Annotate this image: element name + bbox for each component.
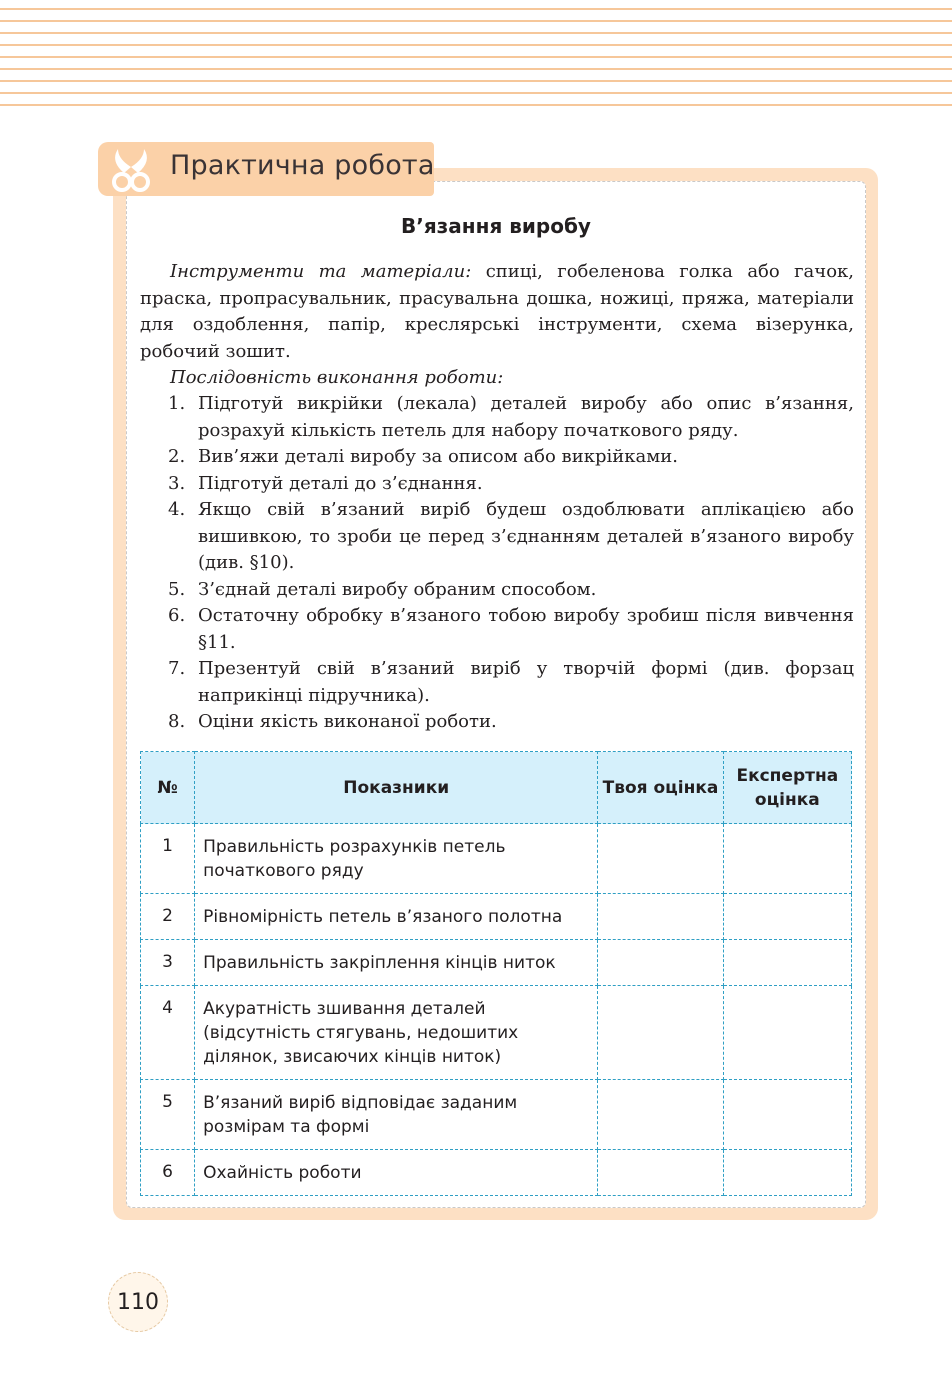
row-number: 4 [141,986,195,1080]
step-number: 8. [168,711,186,732]
section-label: Практична робота [170,150,435,181]
expert-score-cell[interactable] [723,1080,851,1150]
header-expert-score: Експертна оцінка [723,752,851,824]
step-number: 4. [168,499,186,520]
step-item [168,656,854,709]
table-header-row [141,752,852,824]
row-number: 3 [141,940,195,986]
step-number: 5. [168,578,186,600]
self-score-cell[interactable] [598,940,723,986]
step-text: Якщо свій в’язаний виріб будеш оздоблювати аплікацією або вишивкою, то зроби це перед з’єднанням деталей в’язаного виробу (див. §10). [198,499,854,573]
step-text: Остаточну обробку в’язаного тобою виробу зробиш після вивчення §11. [198,605,854,653]
page-number: 110 [108,1272,168,1332]
expert-score-cell[interactable] [723,824,851,894]
self-score-cell[interactable] [598,894,723,940]
materials-label: Інструменти та матеріали: [170,261,472,282]
top-stripes [0,0,952,110]
step-text: Вив’яжи деталі виробу за описом або викрійками. [198,446,678,467]
header-number: № [141,752,195,824]
step-item [168,709,854,736]
header-self-score: Твоя оцінка [598,752,723,824]
table-row [141,894,852,940]
step-text: З’єднай деталі виробу обраним способом. [198,578,597,600]
row-number: 5 [141,1080,195,1150]
row-number: 2 [141,894,195,940]
self-score-cell[interactable] [598,1150,723,1196]
materials-text: спиці, гобеленова голка або гачок, праска, пропрасувальник, прасувальна дошка, ножиці, пряжа, матеріали для оздоблення, папір, креслярські інструменти, схема візерунка, робочий зошит. [140,261,855,362]
step-text: Презентуй свій в’язаний виріб у творчій формі (див. форзац наприкінці підручника). [198,658,854,706]
row-criterion: Акуратність зшивання деталей (відсутність стягувань, недошитих ділянок, звисаючих кінців ниток) [195,986,598,1080]
scissors-icon [104,145,158,195]
evaluation-table [140,751,852,1196]
step-text: Підготуй деталі до з’єднання. [198,472,483,494]
steps-list [168,391,854,736]
table-row [141,986,852,1080]
row-number: 6 [141,1150,195,1196]
table-row [141,940,852,986]
expert-score-cell[interactable] [723,940,851,986]
step-item [168,471,854,498]
materials-paragraph [140,259,854,365]
work-title: В’язання виробу [401,214,591,238]
table-row [141,824,852,894]
row-number: 1 [141,824,195,894]
step-item [168,444,854,471]
step-item [168,577,854,604]
row-criterion: Охайність роботи [195,1150,598,1196]
step-item [168,391,854,444]
self-score-cell[interactable] [598,1080,723,1150]
step-text: Оціни якість виконаної роботи. [198,711,497,732]
step-text: Підготуй викрійки (лекала) деталей виробу або опис в’язання, розрахуй кількість петель для набору початкового ряду. [198,393,854,441]
step-number: 1. [168,393,186,414]
header-criteria: Показники [195,752,598,824]
step-number: 6. [168,605,186,626]
expert-score-cell[interactable] [723,986,851,1080]
sequence-label: Послідовність виконання роботи: [170,367,504,388]
row-criterion: Правильність розрахунків петель початкового ряду [195,824,598,894]
step-item [168,497,854,577]
table-row [141,1080,852,1150]
self-score-cell[interactable] [598,824,723,894]
row-criterion: Рівномірність петель в’язаного полотна [195,894,598,940]
self-score-cell[interactable] [598,986,723,1080]
expert-score-cell[interactable] [723,894,851,940]
step-number: 7. [168,658,186,679]
expert-score-cell[interactable] [723,1150,851,1196]
step-number: 3. [168,472,186,494]
row-criterion: Правильність закріплення кінців ниток [195,940,598,986]
step-number: 2. [168,446,186,467]
row-criterion: В’язаний виріб відповідає заданим розмірам та формі [195,1080,598,1150]
table-row [141,1150,852,1196]
step-item [168,603,854,656]
